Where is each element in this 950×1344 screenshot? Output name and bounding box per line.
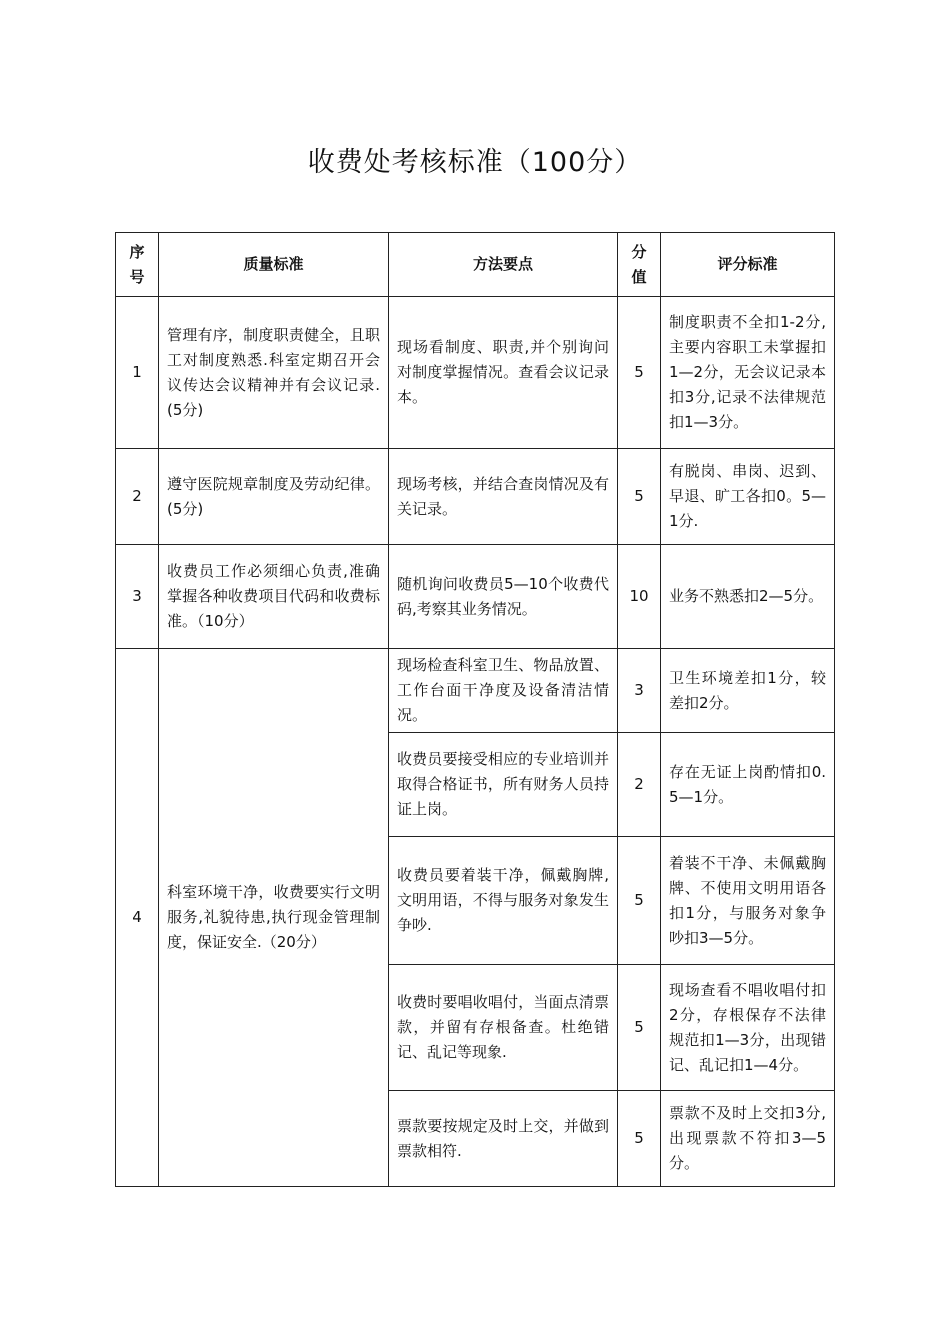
header-score: 分值	[618, 233, 661, 297]
row-score: 3	[618, 649, 661, 733]
table-row	[116, 297, 835, 449]
row-criteria: 存在无证上岗酌情扣0.5—1分。	[661, 733, 835, 837]
header-criteria: 评分标准	[661, 233, 835, 297]
row-criteria: 着装不干净、未佩戴胸牌、不使用文明用语各扣1分，与服务对象争吵扣3—5分。	[661, 837, 835, 965]
row-criteria: 票款不及时上交扣3分,出现票款不符扣3—5分。	[661, 1091, 835, 1187]
row-seq: 4	[116, 649, 159, 1187]
row-criteria: 制度职责不全扣1-2分,主要内容职工未掌握扣1—2分，无会议记录本扣3分,记录不法律规范扣1—3分。	[661, 297, 835, 449]
header-quality: 质量标准	[159, 233, 389, 297]
row-seq: 1	[116, 297, 159, 449]
row-method: 现场看制度、职责,并个别询问对制度掌握情况。查看会议记录本。	[389, 297, 618, 449]
row-criteria: 卫生环境差扣1分，较差扣2分。	[661, 649, 835, 733]
row-quality: 遵守医院规章制度及劳动纪律。(5分)	[159, 449, 389, 545]
table-row	[116, 545, 835, 649]
header-method: 方法要点	[389, 233, 618, 297]
row-method: 现场检查科室卫生、物品放置、工作台面干净度及设备清洁情况。	[389, 649, 618, 733]
row-seq: 3	[116, 545, 159, 649]
row-method: 现场考核，并结合查岗情况及有关记录。	[389, 449, 618, 545]
row-method: 收费时要唱收唱付，当面点清票款，并留有存根备查。杜绝错记、乱记等现象.	[389, 965, 618, 1091]
header-seq: 序号	[116, 233, 159, 297]
row-seq: 2	[116, 449, 159, 545]
table-header-row	[116, 233, 835, 297]
row-score: 5	[618, 965, 661, 1091]
assessment-table	[115, 232, 835, 1187]
row-quality: 收费员工作必须细心负责,准确掌握各种收费项目代码和收费标准。（10分）	[159, 545, 389, 649]
row-score: 5	[618, 449, 661, 545]
table-row	[116, 649, 835, 733]
row-score: 5	[618, 297, 661, 449]
page-title: 收费处考核标准（100分）	[307, 147, 643, 178]
row-score: 5	[618, 837, 661, 965]
row-criteria: 业务不熟悉扣2—5分。	[661, 545, 835, 649]
row-method: 随机询问收费员5—10个收费代码,考察其业务情况。	[389, 545, 618, 649]
row-score: 2	[618, 733, 661, 837]
row-quality: 管理有序，制度职责健全，且职工对制度熟悉.科室定期召开会议传达会议精神并有会议记录.(5分)	[159, 297, 389, 449]
row-score: 10	[618, 545, 661, 649]
row-score: 5	[618, 1091, 661, 1187]
table-row	[116, 449, 835, 545]
row-criteria: 现场查看不唱收唱付扣2分，存根保存不法律规范扣1—3分，出现错记、乱记扣1—4分。	[661, 965, 835, 1091]
row-quality: 科室环境干净，收费要实行文明服务,礼貌待患,执行现金管理制度，保证安全.（20分）	[159, 649, 389, 1187]
row-method: 收费员要着装干净，佩戴胸牌,文明用语，不得与服务对象发生争吵.	[389, 837, 618, 965]
row-method: 收费员要接受相应的专业培训并取得合格证书，所有财务人员持证上岗。	[389, 733, 618, 837]
row-criteria: 有脱岗、串岗、迟到、早退、旷工各扣0。5—1分.	[661, 449, 835, 545]
row-method: 票款要按规定及时上交，并做到票款相符.	[389, 1091, 618, 1187]
